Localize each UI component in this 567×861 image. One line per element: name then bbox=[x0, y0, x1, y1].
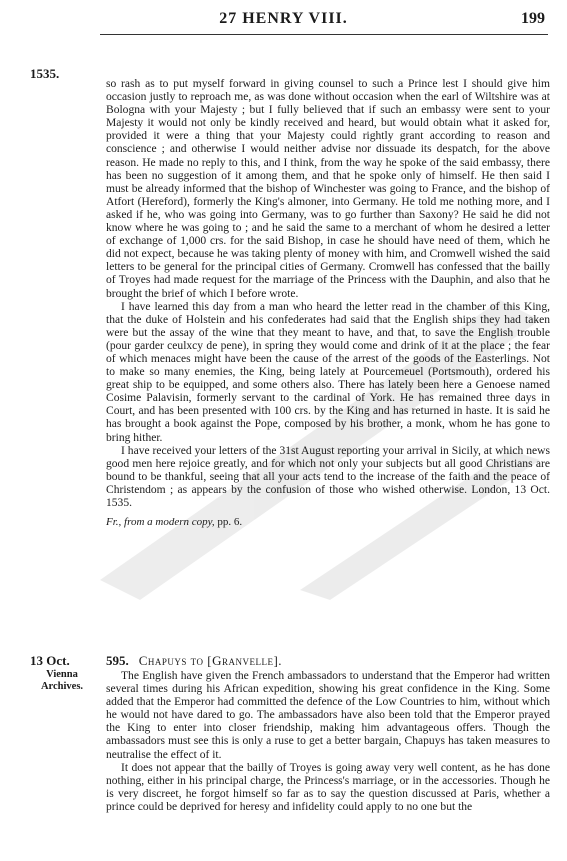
source-italic: Fr., from a modern copy, bbox=[106, 516, 215, 529]
entry-body bbox=[106, 670, 550, 814]
margin-year: 1535. bbox=[30, 66, 60, 81]
source-pages: pp. 6. bbox=[214, 516, 243, 529]
archive-line: Vienna bbox=[46, 669, 78, 680]
source-note bbox=[106, 516, 550, 529]
entry-heading: Chapuys to [Granvelle]. bbox=[138, 653, 283, 668]
entry-paragraph: The English have given the French ambassadors to understand that the Emperor had written several times during his African expedition, showing his great confidence in the King. Some added that the Emperor had committed the defence of the Low Countries to him, without which he would not have dared to go. The ambassadors have also been told that the Emperor prayed the King to enter into closer friendship, making him advantageous offers. Though the ambassadors must see this is only a ruse to get a better bargain, Chapuys has taken measures to neutralise the effect of it. bbox=[106, 670, 550, 761]
entry-number: 595. bbox=[106, 653, 129, 668]
body-paragraph: I have received your letters of the 31st August reporting your arrival in Sicily, at which news good men here rejoice greatly, and for which not only your subjects but all good Christians are bound to be thankful, seeing that all your acts tend to the increase of the faith and the peace of Christendom ; as appears by the confusion of those who wished otherwise. London, 13 Oct. 1535. bbox=[106, 444, 550, 509]
letter-body bbox=[106, 78, 550, 529]
entry-title bbox=[106, 653, 282, 669]
entry-date: 13 Oct. bbox=[30, 653, 70, 668]
body-paragraph: so rash as to put myself forward in giving counsel to such a Prince lest I should give him occasion justly to reproach me, as was done without occasion when the earl of Wiltshire was at Bologna with your Majesty ; but I fully believed that if such an embassy were sent to your Majesty it would not only be kindly received and heard, but would obtain what it asked for, provided it were a thing that your Majesty could rightly grant according to reason and conscience ; and otherwise I would neither advise nor dissuade its despatch, for the above reason. He made no reply to this, and I think, from the way he spoke of the said embassy, there has been no suggestion of it among them, and that he spoke only of himself. He then said I must be already informed that the bishop of Winchester was going to France, and the bishop of Atfort (Hereford), formerly the King's almoner, into Germany. He told me nothing more, and I asked if he, who was going into Germany, was to go further than Saxony? He said he did not know where he was going to ; and he said the same to a merchant of whom he desired a letter of exchange of 1,000 crs. for the said Bishop, in case he should have need of them, which he did not expect, because he was taking plenty of money with him, and Cromwell wished the said letters to be general for the principal cities of Germany. Cromwell has confessed that the bailly of Troyes had made request for the marriage of the Princess with the Dauphin, and also that he brought the brief of which I before wrote. bbox=[106, 78, 550, 300]
entry-archive bbox=[30, 669, 94, 693]
body-paragraph: I have learned this day from a man who heard the letter read in the chamber of this King, that the duke of Holstein and his confederates had said that the English ships they had taken were but the assay of the wine that they meant to have, and that, to save the English trouble (pour garder ceulxcy de pene), in spring they would come and drink of it at the place ; the fear of which menaces might have been the cause of the arrest of the goods of the Easterlings. Not to make so many enemies, the King, being lately at Pourcemeuel (Portsmouth), ordered his great ship to be equipped, and some others also. There has lately been here a Genoese named Cosime Palavisin, formerly servant to the cardinal of York. He has remained three days in Court, and has been presented with 100 crs. by the King and has returned in haste. It is said he has brought a book against the Pope, composed by his brother, a monk, whom he has gone to bring hither. bbox=[106, 300, 550, 444]
entry-paragraph: It does not appear that the bailly of Troyes is going away very well content, as he has done nothing, either in his principal charge, the Princess's marriage, or in the accessories. Though he is very discreet, he forgot himself so far as to say the question discussed at Paris, whether a prince could be deprived for heresy and infidelity could apply to no one but the bbox=[106, 761, 550, 813]
running-title: 27 HENRY VIII. bbox=[219, 10, 348, 27]
page-header bbox=[0, 8, 567, 32]
header-rule bbox=[100, 34, 548, 35]
archive-line: Archives. bbox=[40, 681, 84, 692]
page-number: 199 bbox=[521, 10, 545, 27]
